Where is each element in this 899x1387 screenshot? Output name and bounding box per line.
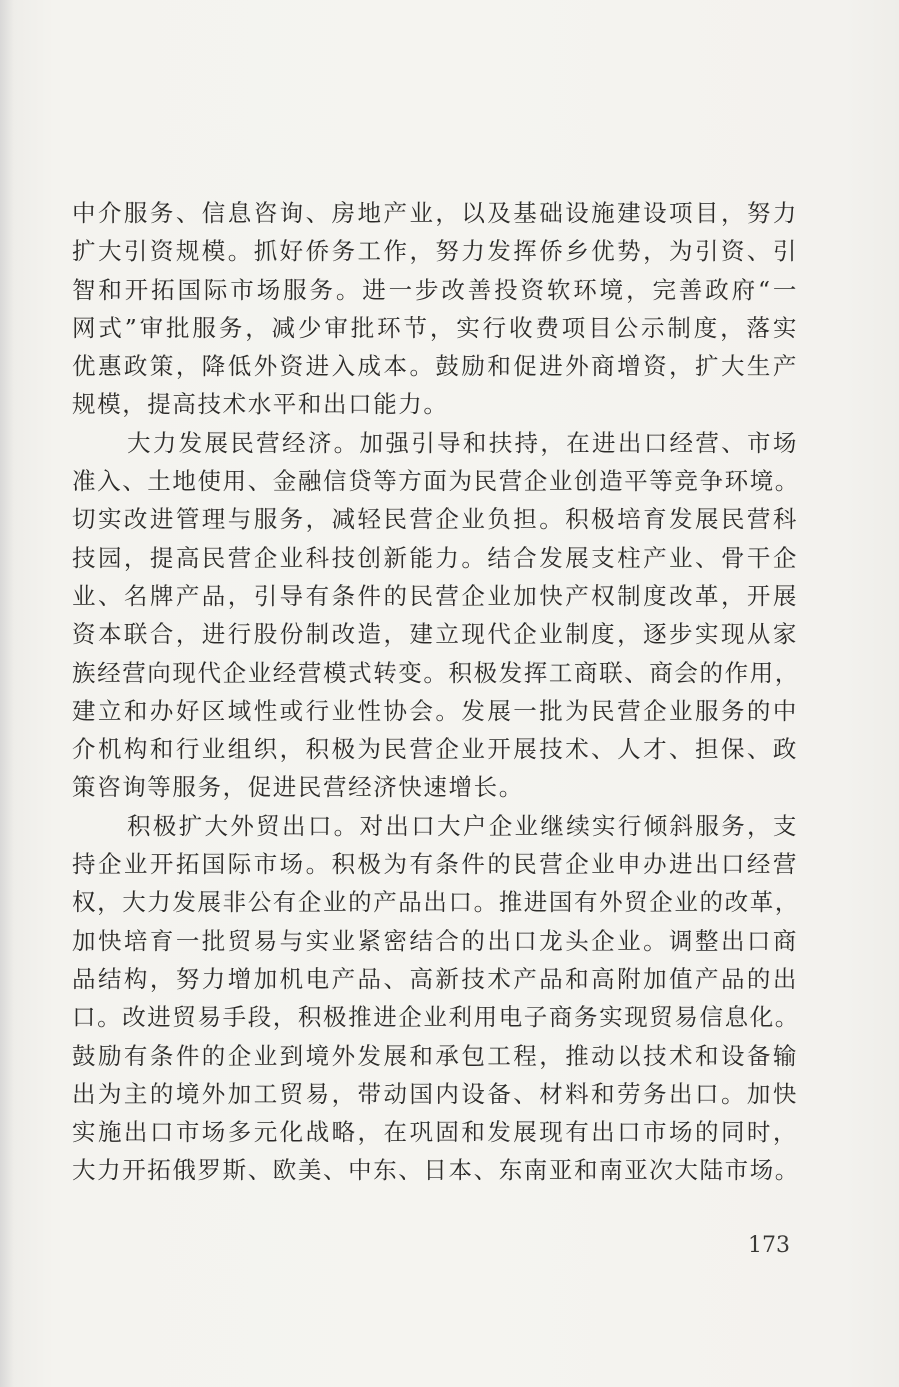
text-line: 介机构和行业组织，积极为民营企业开展技术、人才、担保、政 [72,735,798,764]
text-line: 智和开拓国际市场服务。进一步改善投资软环境，完善政府“一 [72,275,798,304]
paragraph-2 [72,424,798,807]
text-line: 权，大力发展非公有企业的产品出口。推进国有外贸企业的改革， [72,888,800,917]
text-line: 实施出口市场多元化战略，在巩固和发展现有出口市场的同时， [72,1118,798,1147]
text-line: 建立和办好区域性或行业性协会。发展一批为民营企业服务的中 [72,696,798,725]
body-text [72,194,798,1190]
text-line: 族经营向现代企业经营模式转变。积极发挥工商联、商会的作用， [72,658,800,687]
paragraph-1 [72,194,798,424]
text-line: 出为主的境外加工贸易，带动国内设备、材料和劳务出口。加快 [72,1079,798,1108]
text-line: 加快培育一批贸易与实业紧密结合的出口龙头企业。调整出口商 [72,926,798,955]
text-line: 扩大引资规模。抓好侨务工作，努力发挥侨乡优势，为引资、引 [72,237,798,266]
text-line: 准入、土地使用、金融信贷等方面为民营企业创造平等竞争环境。 [72,467,800,496]
text-line: 大力发展民营经济。加强引导和扶持，在进出口经营、市场 [127,428,798,457]
text-line: 品结构，努力增加机电产品、高新技术产品和高附加值产品的出 [72,964,798,993]
text-line: 业、名牌产品，引导有条件的民营企业加快产权制度改革，开展 [72,581,798,610]
text-line: 策咨询等服务，促进民营经济快速增长。 [72,773,524,802]
text-line: 积极扩大外贸出口。对出口大户企业继续实行倾斜服务，支 [127,811,798,840]
text-line: 持企业开拓国际市场。积极为有条件的民营企业申办进出口经营 [72,850,798,879]
text-line: 口。改进贸易手段，积极推进企业利用电子商务实现贸易信息化。 [72,1003,800,1032]
page-number: 173 [748,1233,790,1258]
text-line: 优惠政策，降低外资进入成本。鼓励和促进外商增资，扩大生产 [72,352,798,381]
text-line: 网式”审批服务，减少审批环节，实行收费项目公示制度，落实 [72,313,798,342]
text-line: 大力开拓俄罗斯、欧美、中东、日本、东南亚和南亚次大陆市场。 [72,1156,800,1185]
text-line: 切实改进管理与服务，减轻民营企业负担。积极培育发展民营科 [72,505,798,534]
text-line: 技园，提高民营企业科技创新能力。结合发展支柱产业、骨干企 [72,543,798,572]
text-line: 鼓励有条件的企业到境外发展和承包工程，推动以技术和设备输 [72,1041,798,1070]
page-gutter-shadow [0,0,14,1387]
text-line: 规模，提高技术水平和出口能力。 [72,390,449,419]
text-line: 中介服务、信息咨询、房地产业，以及基础设施建设项目，努力 [72,199,798,227]
paragraph-3 [72,807,798,1190]
text-line: 资本联合，进行股份制改造，建立现代企业制度，逐步实现从家 [72,620,798,649]
